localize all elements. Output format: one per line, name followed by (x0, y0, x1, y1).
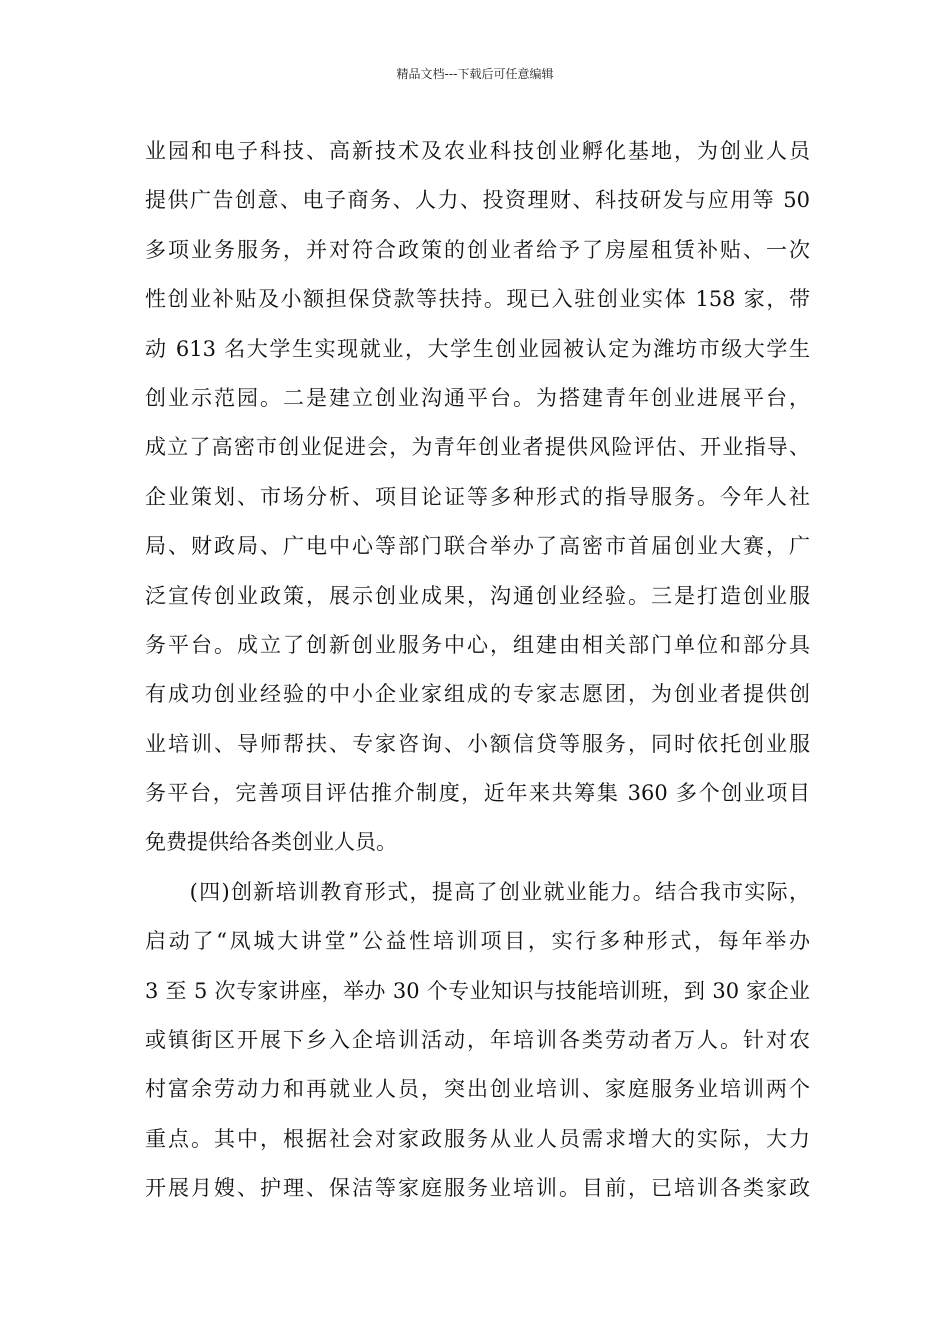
text-line: 企业策划、市场分析、项目论证等多种形式的指导服务。今年人社 (145, 484, 810, 509)
text-line: 有成功创业经验的中小企业家组成的专家志愿团，为创业者提供创 (145, 682, 810, 707)
text-line: 业园和电子科技、高新技术及农业科技创业孵化基地，为创业人员 (145, 139, 810, 163)
text-line: 或镇街区开展下乡入企培训活动，年培训各类劳动者万人。针对农 (145, 1028, 810, 1053)
page-header: 精品文档---下载后可任意编辑 (396, 67, 554, 81)
text-line: 动 613 名大学生实现就业，大学生创业园被认定为潍坊市级大学生 (145, 336, 810, 361)
body-text (145, 133, 810, 1220)
text-line: 创业示范园。二是建立创业沟通平台。为搭建青年创业进展平台， (145, 385, 810, 410)
text-line: 提供广告创意、电子商务、人力、投资理财、科技研发与应用等 50 (145, 188, 810, 213)
text-line: 务平台，完善项目评估推介制度，近年来共筹集 360 多个创业项目 (145, 781, 810, 806)
text-line: 性创业补贴及小额担保贷款等扶持。现已入驻创业实体 158 家，带 (145, 287, 810, 312)
text-line: 泛宣传创业政策，展示创业成果，沟通创业经验。三是打造创业服 (145, 583, 810, 608)
text-line: 多项业务服务，并对符合政策的创业者给予了房屋租赁补贴、一次 (145, 237, 810, 262)
text-line: 3 至 5 次专家讲座，举办 30 个专业知识与技能培训班，到 30 家企业 (145, 978, 810, 1003)
text-line: 业培训、导师帮扶、专家咨询、小额信贷等服务，同时依托创业服 (145, 731, 810, 756)
text-line: 务平台。成立了创新创业服务中心，组建由相关部门单位和部分具 (145, 632, 810, 657)
text-line: 重点。其中，根据社会对家政服务从业人员需求增大的实际，大力 (145, 1126, 810, 1151)
text-line: 村富余劳动力和再就业人员，突出创业培训、家庭服务业培训两个 (145, 1077, 810, 1102)
text-line: 成立了高密市创业促进会，为青年创业者提供风险评估、开业指导、 (145, 435, 810, 460)
text-line: 局、财政局、广电中心等部门联合举办了高密市首届创业大赛，广 (145, 534, 810, 559)
text-line: 启动了“凤城大讲堂”公益性培训项目，实行多种形式，每年举办 (145, 929, 810, 954)
text-line: 免费提供给各类创业人员。 (145, 830, 397, 855)
paragraph-start-line: (四)创新培训教育形式，提高了创业就业能力。结合我市实际， (145, 879, 810, 904)
text-line: 开展月嫂、护理、保洁等家庭服务业培训。目前，已培训各类家政 (145, 1176, 810, 1201)
